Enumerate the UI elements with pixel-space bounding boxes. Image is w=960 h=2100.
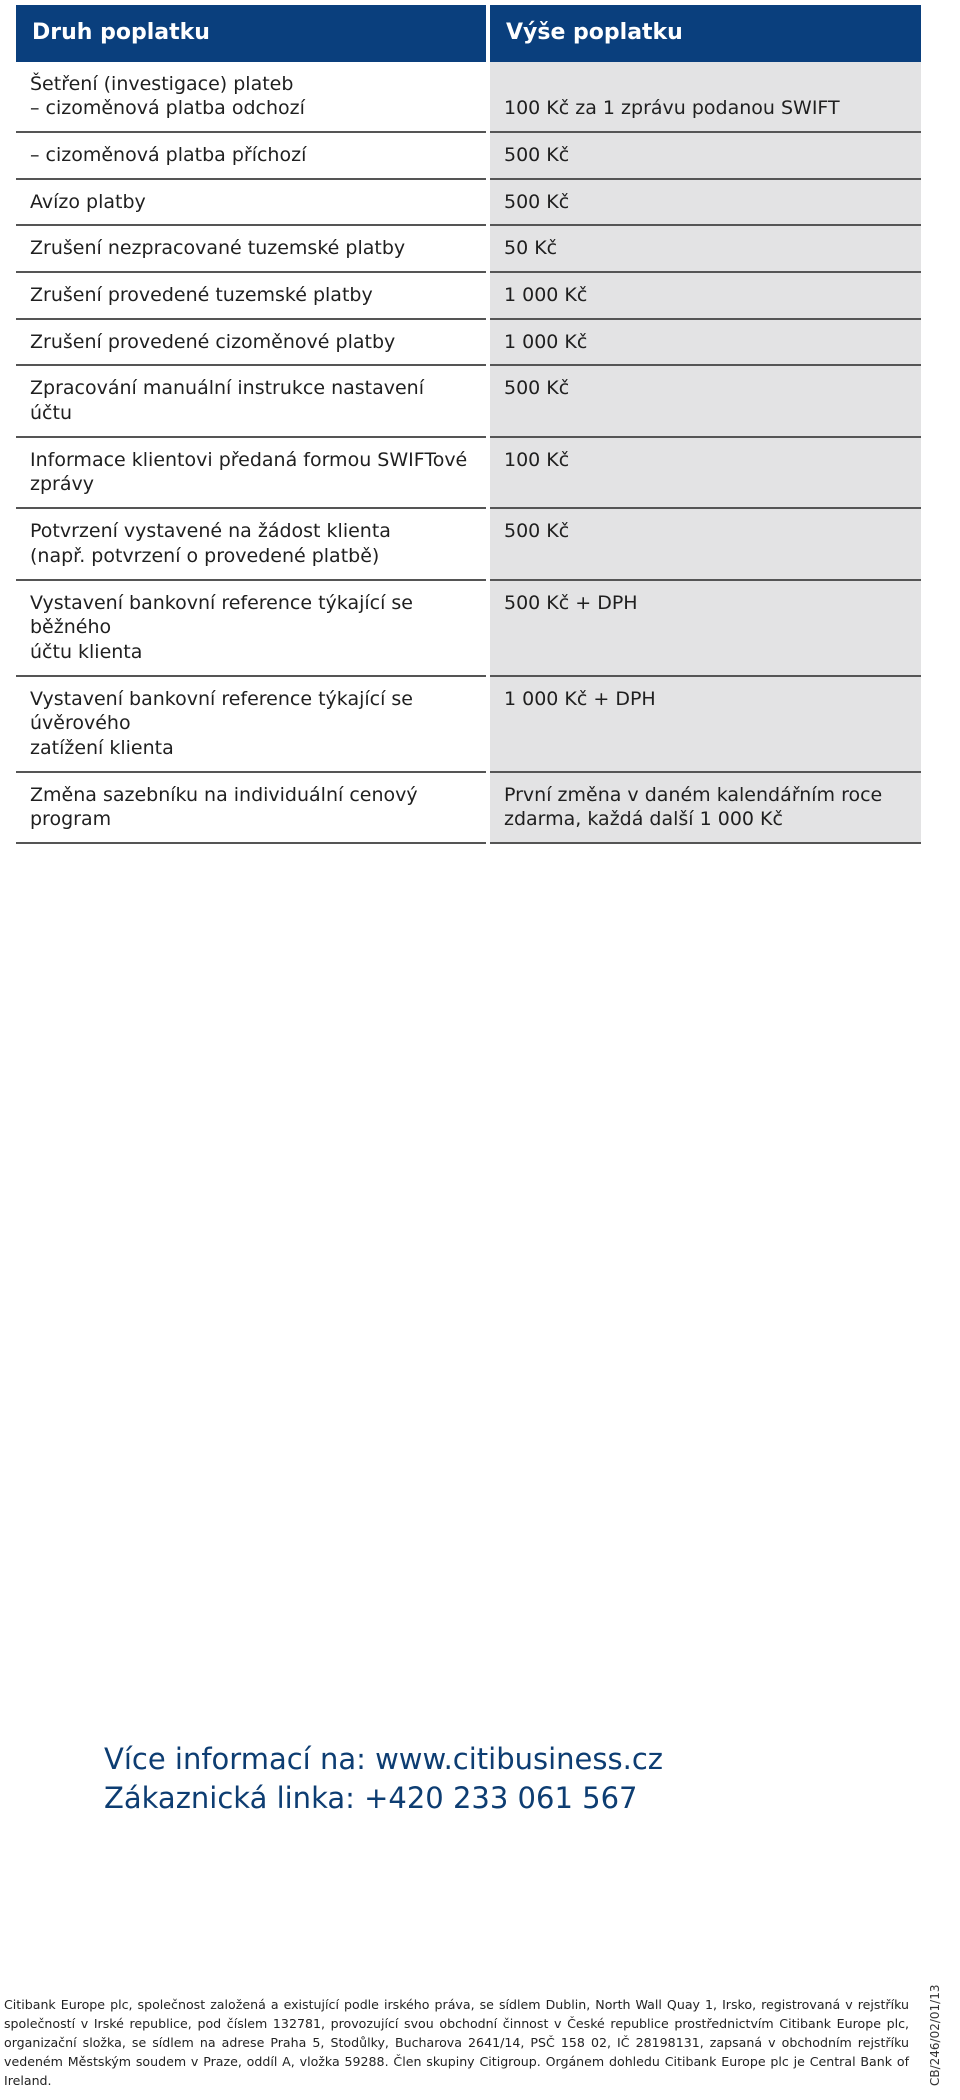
fee-amount-cell xyxy=(488,580,921,676)
fee-amount-cell xyxy=(488,772,921,843)
fee-type-cell xyxy=(16,437,488,508)
fee-amount-text: 500 Kč + DPH xyxy=(504,591,638,614)
fee-type-cell xyxy=(16,225,488,272)
fee-type-cell xyxy=(16,62,488,132)
fee-table xyxy=(16,5,921,844)
fee-amount-cell xyxy=(488,62,921,132)
fee-type-text: Šetření (investigace) plateb xyxy=(30,72,294,95)
fee-amount-text: 500 Kč xyxy=(504,190,570,213)
fee-type-cell xyxy=(16,319,488,366)
customer-line: Zákaznická linka: +420 233 061 567 xyxy=(104,1781,638,1815)
fee-amount-text: První změna v daném kalendářním roce xyxy=(504,783,883,806)
table-row xyxy=(16,676,921,772)
fee-type-text: Avízo platby xyxy=(30,190,146,213)
fee-amount-text: 500 Kč xyxy=(504,520,570,543)
fee-amount-text: 500 Kč xyxy=(504,143,570,166)
fee-amount-text: 500 Kč xyxy=(504,377,570,400)
fee-amount-cell xyxy=(488,179,921,226)
column-header-fee-type: Druh poplatku xyxy=(16,5,488,62)
fee-amount-cell xyxy=(488,272,921,319)
fee-type-text: Zpracování manuální instrukce nastavení účtu xyxy=(30,377,424,425)
fee-type-text: Vystavení bankovní reference týkající se běžného xyxy=(30,591,413,639)
table-row xyxy=(16,508,921,579)
fee-type-cell xyxy=(16,772,488,843)
fee-type-text: Vystavení bankovní reference týkající se úvěrového xyxy=(30,687,413,735)
fee-amount-text: 1 000 Kč xyxy=(504,330,588,353)
contact-block xyxy=(104,1740,663,1818)
fee-type-text: Zrušení nezpracované tuzemské platby xyxy=(30,237,406,260)
fee-amount-cell xyxy=(488,676,921,772)
table-row xyxy=(16,179,921,226)
website-info: Více informací na: www.citibusiness.cz xyxy=(104,1742,664,1776)
column-header-fee-amount: Výše poplatku xyxy=(488,5,921,62)
fee-table-body xyxy=(16,62,921,843)
fee-amount-cell xyxy=(488,508,921,579)
fee-amount-text: 1 000 Kč + DPH xyxy=(504,687,656,710)
fee-amount-cell xyxy=(488,225,921,272)
table-row xyxy=(16,225,921,272)
fee-amount-text: 50 Kč xyxy=(504,237,558,260)
fee-type-cell xyxy=(16,365,488,436)
fee-type-text: Zrušení provedené cizoměnové platby xyxy=(30,330,396,353)
table-row xyxy=(16,319,921,366)
fee-amount-text: zdarma, každá další 1 000 Kč xyxy=(504,808,783,831)
fee-amount-cell xyxy=(488,132,921,179)
fee-type-cell xyxy=(16,179,488,226)
fee-type-text: zprávy xyxy=(30,473,94,496)
fee-type-cell xyxy=(16,508,488,579)
fee-type-cell xyxy=(16,580,488,676)
table-row xyxy=(16,365,921,436)
fee-type-text: Potvrzení vystavené na žádost klienta xyxy=(30,520,391,543)
fee-type-text: Změna sazebníku na individuální cenový program xyxy=(30,783,418,831)
fee-amount-text: 1 000 Kč xyxy=(504,284,588,307)
fee-type-text: Informace klientovi předaná formou SWIFTové xyxy=(30,448,468,471)
fee-type-text: – cizoměnová platba odchozí xyxy=(30,97,305,120)
fee-type-text: – cizoměnová platba příchozí xyxy=(30,143,307,166)
table-row xyxy=(16,772,921,843)
table-row xyxy=(16,272,921,319)
fee-type-text: účtu klienta xyxy=(30,640,143,663)
document-code: CB/246/02/01/13 xyxy=(928,1984,942,2086)
fee-type-text: (např. potvrzení o provedené platbě) xyxy=(30,544,380,567)
fee-type-text: zatížení klienta xyxy=(30,736,174,759)
fee-type-cell xyxy=(16,132,488,179)
fee-amount-cell xyxy=(488,319,921,366)
legal-footer xyxy=(4,1995,909,2090)
fee-type-text: Zrušení provedené tuzemské platby xyxy=(30,284,373,307)
fee-amount-cell xyxy=(488,365,921,436)
legal-text: Citibank Europe plc, společnost založená a existující podle irského práva, se sídlem Dublin, North Wall Quay 1, Irsko, registrovaná v rejstříku společností v Irské republice, pod číslem 132781, provozující svou obchodní činnost v České republice prostřednictvím Citibank Europe plc, organizační složka, se sídlem na adrese Praha 5, Stodůlky, Bucharova 2641/14, PSČ 158 02, IČ 28198131, zapsaná v obchodním rejstříku vedeném Městským soudem v Praze, oddíl A, vložka 59288. Člen skupiny Citigroup. Orgánem dohledu Citibank Europe plc je Central Bank of Ireland. xyxy=(4,1997,909,2088)
table-row xyxy=(16,437,921,508)
table-row xyxy=(16,132,921,179)
fee-table-header-row xyxy=(16,5,921,62)
table-row xyxy=(16,62,921,132)
fee-amount-cell xyxy=(488,437,921,508)
fee-type-cell xyxy=(16,676,488,772)
table-row xyxy=(16,580,921,676)
fee-amount-text: 100 Kč za 1 zprávu podanou SWIFT xyxy=(504,97,840,120)
fee-type-cell xyxy=(16,272,488,319)
fee-amount-text: 100 Kč xyxy=(504,448,570,471)
